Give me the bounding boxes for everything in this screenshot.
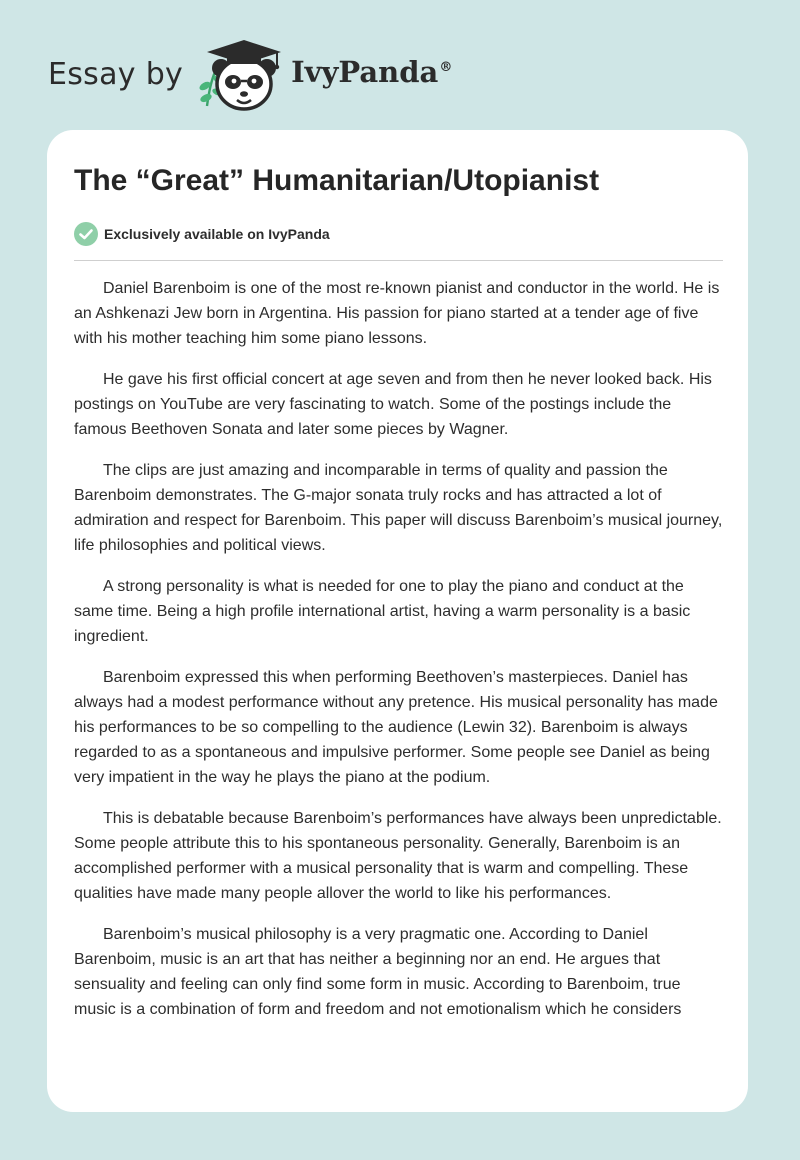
- exclusive-badge: [74, 222, 330, 246]
- paragraph: Barenboim’s musical philosophy is a very pragmatic one. According to Daniel Barenboim, music is an art that has neither a beginning nor an end. He argues that sensuality and feeling can only find some form in music. According to Barenboim, true music is a combination of form and freedom and not emotionalism which he considers: [74, 926, 682, 1018]
- essay-title: The “Great” Humanitarian/Utopianist: [74, 164, 600, 197]
- essay-by-label: Essay by: [48, 56, 184, 92]
- panda-graduate-logo-icon[interactable]: [197, 36, 289, 112]
- essay-body: [74, 276, 723, 1038]
- brand-name[interactable]: IvyPanda®: [291, 55, 453, 89]
- divider: [74, 260, 723, 261]
- paragraph: The clips are just amazing and incomparable in terms of quality and passion the Barenboim demonstrates. The G-major sonata truly rocks and has attracted a lot of admiration and respect for Barenboim. This paper will discuss Barenboim’s musical journey, life philosophies and political views.: [74, 462, 723, 554]
- paragraph: Daniel Barenboim is one of the most re-known pianist and conductor in the world. He is an Ashkenazi Jew born in Argentina. His passion for piano started at a tender age of five with his mother teaching him some piano lessons.: [74, 280, 720, 347]
- registered-mark: ®: [439, 60, 453, 76]
- essay-card: [47, 130, 748, 1112]
- paragraph: A strong personality is what is needed for one to play the piano and conduct at the same time. Being a high profile international artist, having a warm personality is a basic ingredient.: [74, 578, 691, 645]
- site-header: [48, 34, 508, 114]
- paragraph: Barenboim expressed this when performing Beethoven’s masterpieces. Daniel has always had a modest performance without any pretence. His musical personality has made his performances to be so compelling to the audience (Lewin 32). Barenboim is always regarded to as a spontaneous and impulsive performer. Some people see Daniel as being very impatient in the way he plays the piano at the podium.: [74, 669, 718, 786]
- paragraph: This is debatable because Barenboim’s performances have always been unpredictable. Some people attribute this to his spontaneous personality. Generally, Barenboim is an accomplished performer with a musical personality that is warm and compelling. These qualities have made many people allover the world to like his performances.: [74, 810, 722, 902]
- exclusive-badge-text: Exclusively available on IvyPanda: [104, 226, 330, 242]
- check-circle-icon: [74, 222, 98, 246]
- paragraph: He gave his first official concert at age seven and from then he never looked back. His postings on YouTube are very fascinating to watch. Some of the postings include the famous Beethoven Sonata and later some pieces by Wagner.: [74, 371, 712, 438]
